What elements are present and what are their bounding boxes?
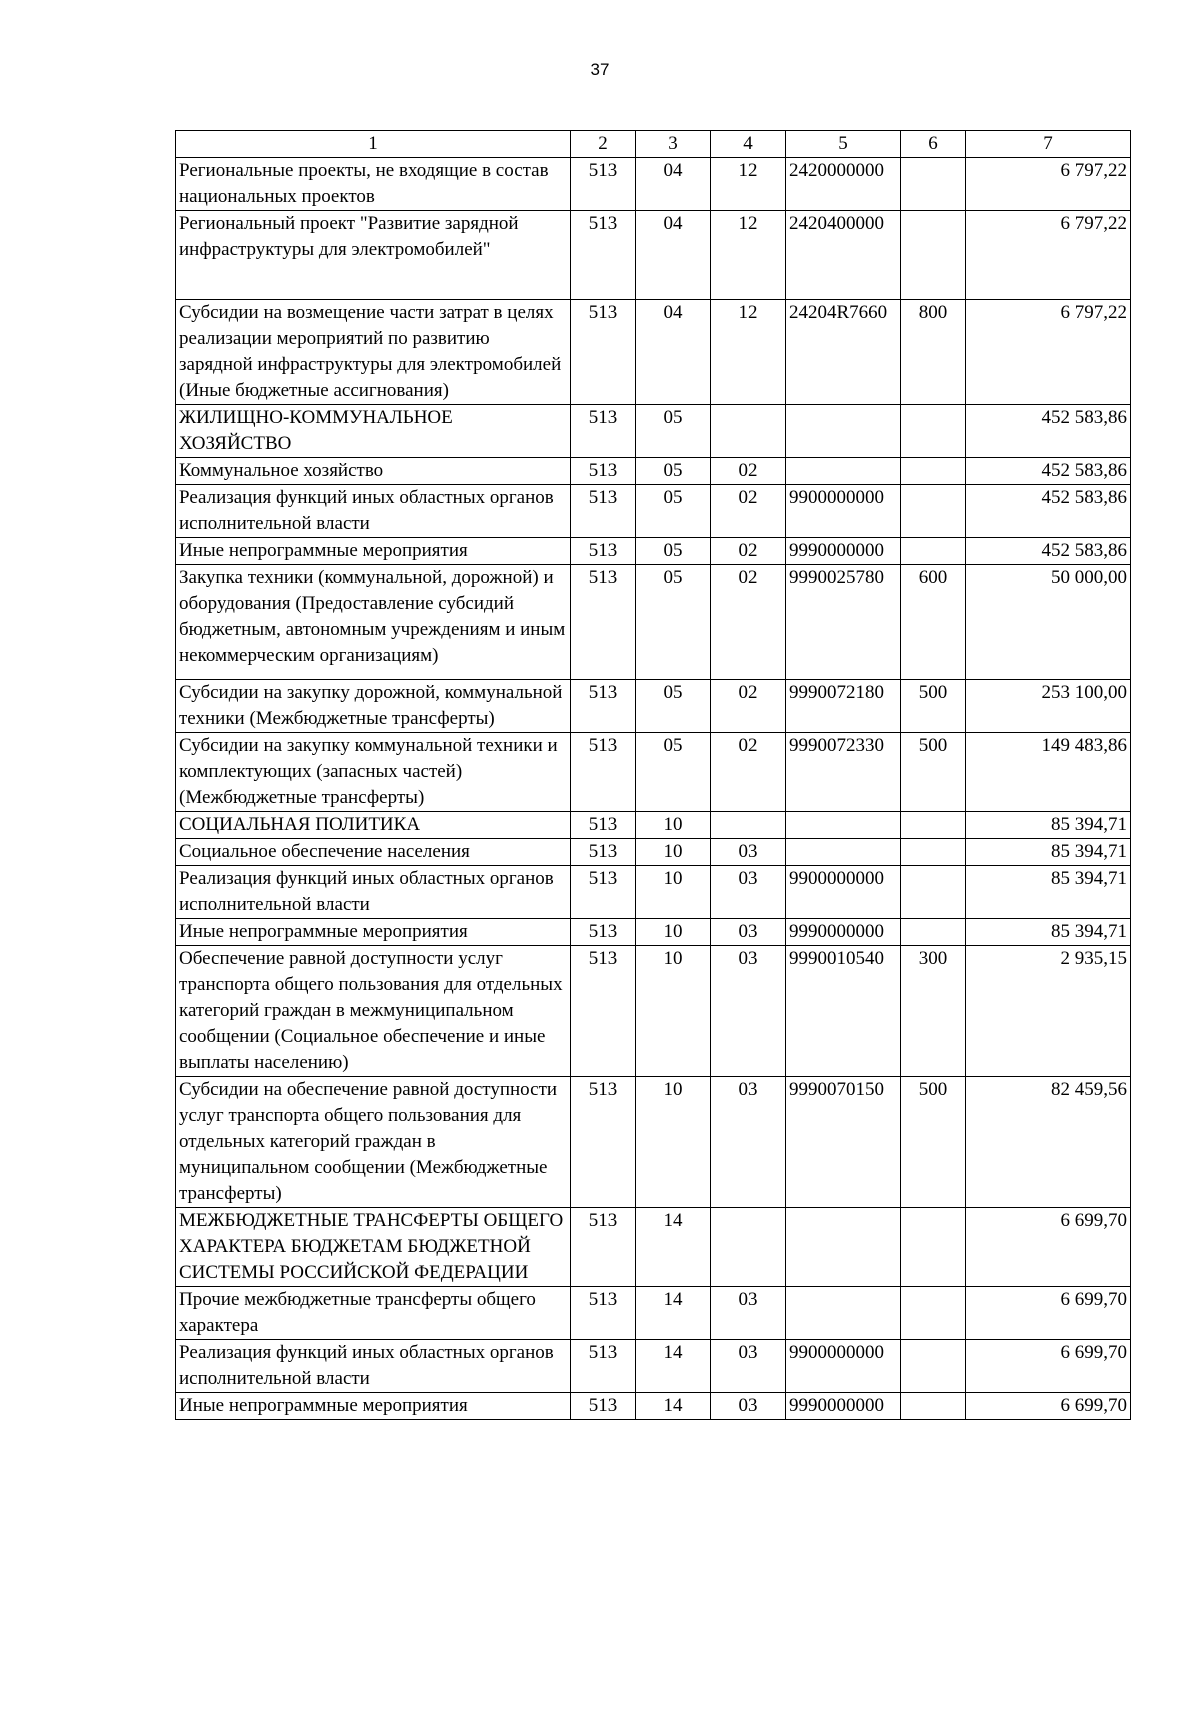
column-header: 2 bbox=[571, 131, 636, 158]
cell-col-4: 02 bbox=[711, 485, 786, 538]
cell-col-3: 05 bbox=[636, 538, 711, 565]
table-row bbox=[176, 565, 1131, 680]
cell-col-3: 04 bbox=[636, 300, 711, 405]
table-row bbox=[176, 733, 1131, 812]
cell-col-6 bbox=[901, 158, 966, 211]
cell-col-2: 513 bbox=[571, 733, 636, 812]
row-name: Обеспечение равной доступности услуг транспорта общего пользования для отдельных категорий граждан в межмуниципальном сообщении (Социальное обеспечение и иные выплаты населению) bbox=[176, 946, 571, 1077]
cell-col-4: 12 bbox=[711, 158, 786, 211]
row-name: Иные непрограммные мероприятия bbox=[176, 538, 571, 565]
cell-col-7: 2 935,15 bbox=[966, 946, 1131, 1077]
column-header: 3 bbox=[636, 131, 711, 158]
cell-col-7: 85 394,71 bbox=[966, 866, 1131, 919]
cell-col-6 bbox=[901, 538, 966, 565]
row-name: Закупка техники (коммунальной, дорожной) и оборудования (Предоставление субсидий бюджетным, автономным учреждениям и иным некоммерческим организациям) bbox=[176, 565, 571, 680]
cell-col-3: 10 bbox=[636, 946, 711, 1077]
cell-col-2: 513 bbox=[571, 458, 636, 485]
column-header: 4 bbox=[711, 131, 786, 158]
cell-col-7: 6 699,70 bbox=[966, 1208, 1131, 1287]
table-row bbox=[176, 1393, 1131, 1420]
cell-col-3: 10 bbox=[636, 1077, 711, 1208]
cell-col-3: 10 bbox=[636, 839, 711, 866]
cell-col-5 bbox=[786, 1287, 901, 1340]
cell-col-5: 2420400000 bbox=[786, 211, 901, 300]
cell-col-7: 253 100,00 bbox=[966, 680, 1131, 733]
cell-col-4: 03 bbox=[711, 946, 786, 1077]
cell-col-6 bbox=[901, 812, 966, 839]
table-row bbox=[176, 485, 1131, 538]
cell-col-5: 9990000000 bbox=[786, 919, 901, 946]
cell-col-5: 9990025780 bbox=[786, 565, 901, 680]
table-row bbox=[176, 1287, 1131, 1340]
cell-col-6 bbox=[901, 919, 966, 946]
row-name: Субсидии на обеспечение равной доступности услуг транспорта общего пользования для отдельных категорий граждан в муниципальном сообщении (Межбюджетные трансферты) bbox=[176, 1077, 571, 1208]
cell-col-5 bbox=[786, 1208, 901, 1287]
cell-col-2: 513 bbox=[571, 158, 636, 211]
cell-col-2: 513 bbox=[571, 538, 636, 565]
cell-col-4: 03 bbox=[711, 839, 786, 866]
cell-col-2: 513 bbox=[571, 946, 636, 1077]
cell-col-6 bbox=[901, 485, 966, 538]
row-name: Социальное обеспечение населения bbox=[176, 839, 571, 866]
cell-col-5: 2420000000 bbox=[786, 158, 901, 211]
cell-col-4: 02 bbox=[711, 733, 786, 812]
cell-col-3: 05 bbox=[636, 405, 711, 458]
cell-col-4: 03 bbox=[711, 1340, 786, 1393]
cell-col-4: 03 bbox=[711, 866, 786, 919]
row-name: Региональный проект "Развитие зарядной инфраструктуры для электромобилей" bbox=[176, 211, 571, 300]
column-header: 7 bbox=[966, 131, 1131, 158]
cell-col-7: 149 483,86 bbox=[966, 733, 1131, 812]
cell-col-2: 513 bbox=[571, 1393, 636, 1420]
cell-col-5: 24204R7660 bbox=[786, 300, 901, 405]
cell-col-6 bbox=[901, 1287, 966, 1340]
cell-col-5: 9900000000 bbox=[786, 485, 901, 538]
table-row bbox=[176, 946, 1131, 1077]
cell-col-6: 500 bbox=[901, 1077, 966, 1208]
cell-col-5 bbox=[786, 812, 901, 839]
cell-col-6 bbox=[901, 1393, 966, 1420]
cell-col-2: 513 bbox=[571, 839, 636, 866]
row-name: Субсидии на закупку коммунальной техники и комплектующих (запасных частей) (Межбюджетные трансферты) bbox=[176, 733, 571, 812]
cell-col-2: 513 bbox=[571, 485, 636, 538]
cell-col-7: 6 699,70 bbox=[966, 1340, 1131, 1393]
row-name: Прочие межбюджетные трансферты общего характера bbox=[176, 1287, 571, 1340]
cell-col-5: 9990000000 bbox=[786, 1393, 901, 1420]
table-row bbox=[176, 866, 1131, 919]
row-name: Субсидии на возмещение части затрат в целях реализации мероприятий по развитию зарядной инфраструктуры для электромобилей (Иные бюджетные ассигнования) bbox=[176, 300, 571, 405]
row-name: СОЦИАЛЬНАЯ ПОЛИТИКА bbox=[176, 812, 571, 839]
cell-col-2: 513 bbox=[571, 1287, 636, 1340]
table-row bbox=[176, 538, 1131, 565]
table-row bbox=[176, 1208, 1131, 1287]
cell-col-2: 513 bbox=[571, 919, 636, 946]
row-name: МЕЖБЮДЖЕТНЫЕ ТРАНСФЕРТЫ ОБЩЕГО ХАРАКТЕРА БЮДЖЕТАМ БЮДЖЕТНОЙ СИСТЕМЫ РОССИЙСКОЙ ФЕДЕРАЦИИ bbox=[176, 1208, 571, 1287]
cell-col-5 bbox=[786, 405, 901, 458]
cell-col-2: 513 bbox=[571, 405, 636, 458]
cell-col-3: 10 bbox=[636, 866, 711, 919]
cell-col-6 bbox=[901, 458, 966, 485]
cell-col-6: 500 bbox=[901, 733, 966, 812]
cell-col-2: 513 bbox=[571, 680, 636, 733]
cell-col-4 bbox=[711, 405, 786, 458]
cell-col-5: 9990072180 bbox=[786, 680, 901, 733]
row-name: Субсидии на закупку дорожной, коммунальной техники (Межбюджетные трансферты) bbox=[176, 680, 571, 733]
cell-col-3: 05 bbox=[636, 458, 711, 485]
table-row bbox=[176, 839, 1131, 866]
cell-col-7: 6 797,22 bbox=[966, 158, 1131, 211]
cell-col-4: 02 bbox=[711, 565, 786, 680]
row-name: Иные непрограммные мероприятия bbox=[176, 919, 571, 946]
cell-col-2: 513 bbox=[571, 1208, 636, 1287]
cell-col-4: 02 bbox=[711, 538, 786, 565]
cell-col-7: 452 583,86 bbox=[966, 538, 1131, 565]
row-name: Коммунальное хозяйство bbox=[176, 458, 571, 485]
cell-col-3: 10 bbox=[636, 919, 711, 946]
row-name: ЖИЛИЩНО-КОММУНАЛЬНОЕ ХОЗЯЙСТВО bbox=[176, 405, 571, 458]
table-row bbox=[176, 158, 1131, 211]
column-header: 5 bbox=[786, 131, 901, 158]
cell-col-2: 513 bbox=[571, 1077, 636, 1208]
cell-col-6 bbox=[901, 1208, 966, 1287]
row-name: Реализация функций иных областных органов исполнительной власти bbox=[176, 866, 571, 919]
cell-col-7: 6 699,70 bbox=[966, 1393, 1131, 1420]
cell-col-4: 12 bbox=[711, 211, 786, 300]
cell-col-6: 600 bbox=[901, 565, 966, 680]
cell-col-2: 513 bbox=[571, 866, 636, 919]
table-body bbox=[176, 158, 1131, 1420]
cell-col-6: 500 bbox=[901, 680, 966, 733]
cell-col-5: 9990010540 bbox=[786, 946, 901, 1077]
cell-col-3: 14 bbox=[636, 1340, 711, 1393]
cell-col-6 bbox=[901, 405, 966, 458]
cell-col-5: 9990072330 bbox=[786, 733, 901, 812]
table-row bbox=[176, 919, 1131, 946]
row-name: Региональные проекты, не входящие в состав национальных проектов bbox=[176, 158, 571, 211]
cell-col-3: 04 bbox=[636, 211, 711, 300]
cell-col-4: 03 bbox=[711, 1287, 786, 1340]
table-row bbox=[176, 300, 1131, 405]
cell-col-4: 03 bbox=[711, 1393, 786, 1420]
table-row bbox=[176, 1340, 1131, 1393]
cell-col-3: 14 bbox=[636, 1208, 711, 1287]
cell-col-7: 6 797,22 bbox=[966, 300, 1131, 405]
cell-col-2: 513 bbox=[571, 1340, 636, 1393]
cell-col-3: 05 bbox=[636, 565, 711, 680]
cell-col-2: 513 bbox=[571, 812, 636, 839]
cell-col-4: 02 bbox=[711, 680, 786, 733]
table-row bbox=[176, 812, 1131, 839]
cell-col-5 bbox=[786, 458, 901, 485]
table-row bbox=[176, 458, 1131, 485]
cell-col-7: 452 583,86 bbox=[966, 458, 1131, 485]
cell-col-6: 300 bbox=[901, 946, 966, 1077]
cell-col-7: 85 394,71 bbox=[966, 839, 1131, 866]
cell-col-4: 03 bbox=[711, 1077, 786, 1208]
cell-col-2: 513 bbox=[571, 300, 636, 405]
row-name: Иные непрограммные мероприятия bbox=[176, 1393, 571, 1420]
cell-col-3: 05 bbox=[636, 485, 711, 538]
cell-col-3: 14 bbox=[636, 1287, 711, 1340]
cell-col-6 bbox=[901, 866, 966, 919]
table-row bbox=[176, 1077, 1131, 1208]
table-row bbox=[176, 211, 1131, 300]
cell-col-7: 452 583,86 bbox=[966, 405, 1131, 458]
column-header: 6 bbox=[901, 131, 966, 158]
cell-col-7: 50 000,00 bbox=[966, 565, 1131, 680]
cell-col-7: 85 394,71 bbox=[966, 812, 1131, 839]
cell-col-5: 9900000000 bbox=[786, 1340, 901, 1393]
table-row bbox=[176, 405, 1131, 458]
cell-col-4: 03 bbox=[711, 919, 786, 946]
cell-col-5: 9990000000 bbox=[786, 538, 901, 565]
cell-col-4: 02 bbox=[711, 458, 786, 485]
cell-col-5: 9990070150 bbox=[786, 1077, 901, 1208]
cell-col-4 bbox=[711, 1208, 786, 1287]
cell-col-4 bbox=[711, 812, 786, 839]
page-number: 37 bbox=[590, 60, 610, 79]
cell-col-6: 800 bbox=[901, 300, 966, 405]
cell-col-3: 05 bbox=[636, 733, 711, 812]
cell-col-3: 10 bbox=[636, 812, 711, 839]
cell-col-7: 82 459,56 bbox=[966, 1077, 1131, 1208]
cell-col-7: 85 394,71 bbox=[966, 919, 1131, 946]
cell-col-5: 9900000000 bbox=[786, 866, 901, 919]
row-name: Реализация функций иных областных органов исполнительной власти bbox=[176, 1340, 571, 1393]
cell-col-3: 14 bbox=[636, 1393, 711, 1420]
cell-col-7: 6 699,70 bbox=[966, 1287, 1131, 1340]
cell-col-2: 513 bbox=[571, 565, 636, 680]
cell-col-3: 05 bbox=[636, 680, 711, 733]
cell-col-7: 6 797,22 bbox=[966, 211, 1131, 300]
column-header: 1 bbox=[176, 131, 571, 158]
cell-col-6 bbox=[901, 211, 966, 300]
header-row bbox=[176, 131, 1131, 158]
cell-col-5 bbox=[786, 839, 901, 866]
budget-table bbox=[175, 130, 1131, 1420]
cell-col-6 bbox=[901, 839, 966, 866]
cell-col-7: 452 583,86 bbox=[966, 485, 1131, 538]
cell-col-6 bbox=[901, 1340, 966, 1393]
row-name: Реализация функций иных областных органов исполнительной власти bbox=[176, 485, 571, 538]
table-row bbox=[176, 680, 1131, 733]
cell-col-3: 04 bbox=[636, 158, 711, 211]
cell-col-2: 513 bbox=[571, 211, 636, 300]
cell-col-4: 12 bbox=[711, 300, 786, 405]
